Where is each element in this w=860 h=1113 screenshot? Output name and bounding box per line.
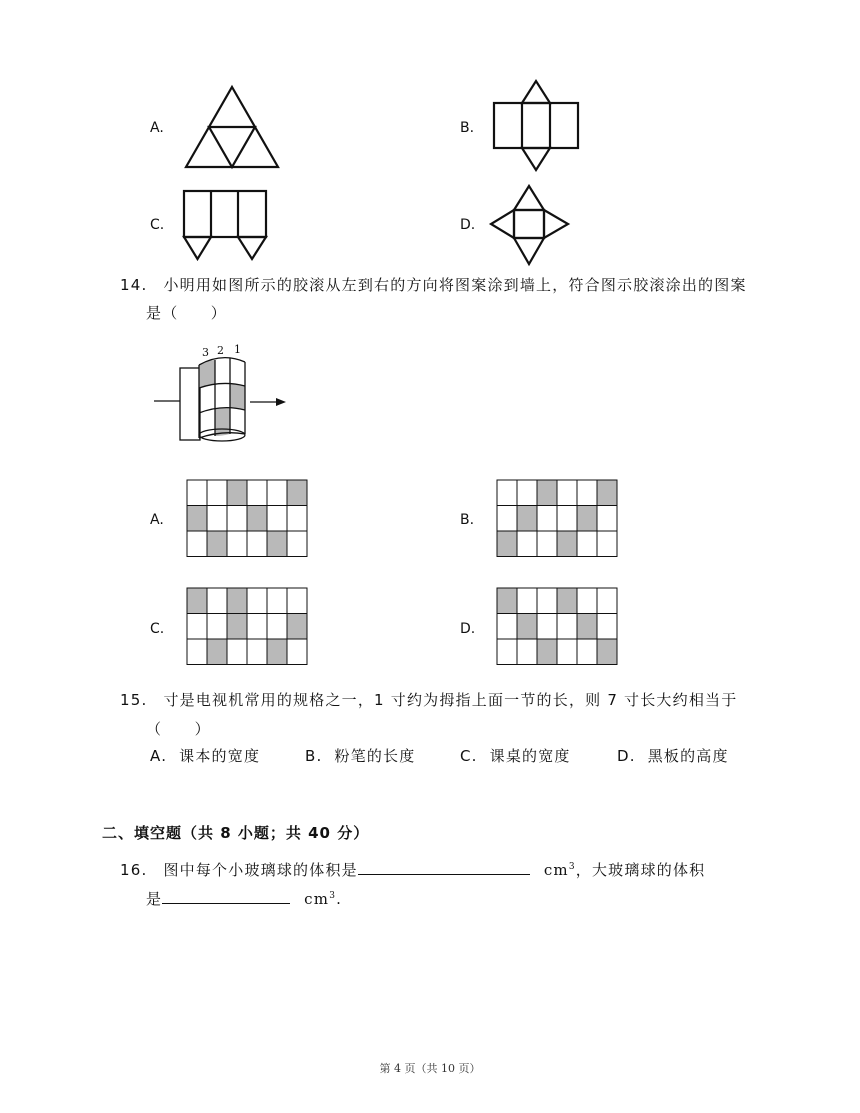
q14-option-b-grid <box>495 479 619 559</box>
grid-cell <box>247 614 267 640</box>
q14-option-a-grid <box>185 479 309 559</box>
grid-cell-shaded <box>537 480 557 506</box>
grid-cell-shaded <box>557 531 577 557</box>
q16-line2 <box>146 882 342 913</box>
grid-cell <box>247 639 267 665</box>
q16-text-a: 图中每个小玻璃球的体积是 <box>163 861 358 879</box>
q13-option-d-figure <box>488 182 574 268</box>
grid-cell <box>287 531 307 557</box>
grid-cell <box>287 639 307 665</box>
grid-cell <box>187 480 207 506</box>
grid-cell <box>537 614 557 640</box>
q14-roller-label-1: 1 <box>234 343 241 356</box>
grid-cell <box>267 480 287 506</box>
q13-option-d-label: D. <box>460 217 476 233</box>
grid-cell <box>577 588 597 614</box>
grid-cell <box>227 506 247 532</box>
q15-option-a-text: 课本的宽度 <box>179 747 261 765</box>
q14-option-d-grid <box>495 587 619 667</box>
q14-number: 14. <box>120 276 148 294</box>
grid-cell-shaded <box>287 614 307 640</box>
grid-cell <box>497 506 517 532</box>
grid-cell <box>207 480 227 506</box>
grid-cell <box>597 531 617 557</box>
grid-cell <box>577 531 597 557</box>
grid-cell <box>287 588 307 614</box>
q14-option-b-label: B. <box>460 512 475 528</box>
q15-option-d <box>617 742 729 770</box>
q16-unit1: cm <box>543 861 569 879</box>
q14-roller-figure <box>150 340 290 444</box>
grid-cell <box>247 531 267 557</box>
grid-cell <box>517 639 537 665</box>
grid-cell-shaded <box>187 588 207 614</box>
grid-cell <box>187 531 207 557</box>
grid-cell <box>577 639 597 665</box>
grid-cell-shaded <box>517 506 537 532</box>
q15-number: 15. <box>120 691 148 709</box>
grid-cell <box>537 531 557 557</box>
q15-option-c-text: 课桌的宽度 <box>489 747 571 765</box>
grid-cell-shaded <box>497 531 517 557</box>
grid-cell <box>247 588 267 614</box>
section-title: 二、填空题（共 8 小题；共 40 分） <box>102 824 370 842</box>
q16-answer-blank-2[interactable] <box>162 887 290 904</box>
q15-text-line1: 寸是电视机常用的规格之一，1 寸约为拇指上面一节的长，则 7 寸长大约相当于 <box>163 691 738 709</box>
q14-text-line2: 是（ ） <box>146 304 228 322</box>
q14-text-line1: 小明用如图所示的胶滚从左到右的方向将图案涂到墙上，符合图示胶滚涂出的图案 <box>163 276 747 294</box>
q15-option-a-label: A. <box>150 747 168 765</box>
grid-cell-shaded <box>187 506 207 532</box>
grid-cell-shaded <box>517 614 537 640</box>
grid-cell-shaded <box>267 639 287 665</box>
q15-text-line2: （ ） <box>146 720 211 738</box>
q16-number: 16. <box>120 861 148 879</box>
grid-cell <box>267 614 287 640</box>
q15-option-c-label: C. <box>460 747 478 765</box>
q14-roller-label-2: 2 <box>217 344 224 357</box>
grid-cell-shaded <box>267 531 287 557</box>
grid-cell-shaded <box>597 480 617 506</box>
grid-cell-shaded <box>247 506 267 532</box>
grid-cell <box>577 480 597 506</box>
grid-cell <box>537 588 557 614</box>
grid-cell <box>187 639 207 665</box>
grid-cell-shaded <box>557 588 577 614</box>
grid-cell <box>557 480 577 506</box>
grid-cell <box>207 588 227 614</box>
q13-option-c-label: C. <box>150 217 165 233</box>
q15-option-b-label: B. <box>305 747 323 765</box>
page-footer: 第 4 页（共 10 页） <box>379 1062 481 1075</box>
q16-text-c: 是 <box>146 890 163 908</box>
grid-cell-shaded <box>597 639 617 665</box>
q13-option-b-label: B. <box>460 120 475 136</box>
grid-cell <box>207 506 227 532</box>
grid-cell <box>597 614 617 640</box>
grid-cell <box>247 480 267 506</box>
q16-unit2: cm <box>304 890 330 908</box>
grid-cell <box>597 506 617 532</box>
grid-cell-shaded <box>537 639 557 665</box>
grid-cell-shaded <box>207 639 227 665</box>
q13-option-a-figure <box>182 84 282 170</box>
q13-option-a-label: A. <box>150 120 164 136</box>
grid-cell-shaded <box>287 480 307 506</box>
q15-option-d-label: D. <box>617 747 636 765</box>
grid-cell <box>497 639 517 665</box>
q14-stem <box>120 271 747 299</box>
q16-text-d: . <box>336 890 343 908</box>
grid-cell <box>227 639 247 665</box>
q15-option-c <box>460 742 571 770</box>
q16-unit2-exp: 3 <box>329 891 337 901</box>
grid-cell <box>207 614 227 640</box>
grid-cell <box>597 588 617 614</box>
q16-text-b: ，大玻璃球的体积 <box>575 861 706 879</box>
q14-option-c-grid <box>185 587 309 667</box>
grid-cell <box>497 614 517 640</box>
grid-cell <box>517 480 537 506</box>
grid-cell <box>517 588 537 614</box>
q14-option-d-label: D. <box>460 621 476 637</box>
grid-cell <box>267 506 287 532</box>
grid-cell <box>497 480 517 506</box>
q14-roller-label-3: 3 <box>202 346 209 359</box>
q15-option-b-text: 粉笔的长度 <box>334 747 416 765</box>
q15-stem <box>120 686 737 714</box>
grid-cell <box>267 588 287 614</box>
q14-option-a-label: A. <box>150 512 164 528</box>
q15-option-d-text: 黑板的高度 <box>647 747 729 765</box>
q13-option-b-figure <box>490 78 582 172</box>
q14-option-c-label: C. <box>150 621 165 637</box>
grid-cell-shaded <box>227 614 247 640</box>
q15-option-b <box>305 742 415 770</box>
grid-cell <box>187 614 207 640</box>
grid-cell-shaded <box>577 506 597 532</box>
grid-cell <box>557 506 577 532</box>
grid-cell <box>287 506 307 532</box>
q16-answer-blank-1[interactable] <box>358 858 530 875</box>
grid-cell <box>537 506 557 532</box>
grid-cell-shaded <box>227 480 247 506</box>
q13-option-c-figure <box>180 188 270 262</box>
q16-line1 <box>120 853 705 884</box>
grid-cell-shaded <box>577 614 597 640</box>
q16-unit1-exp: 3 <box>568 862 576 872</box>
grid-cell-shaded <box>227 588 247 614</box>
grid-cell <box>557 639 577 665</box>
q15-option-a <box>150 742 260 770</box>
grid-cell <box>517 531 537 557</box>
grid-cell-shaded <box>497 588 517 614</box>
grid-cell <box>557 614 577 640</box>
grid-cell <box>227 531 247 557</box>
grid-cell-shaded <box>207 531 227 557</box>
